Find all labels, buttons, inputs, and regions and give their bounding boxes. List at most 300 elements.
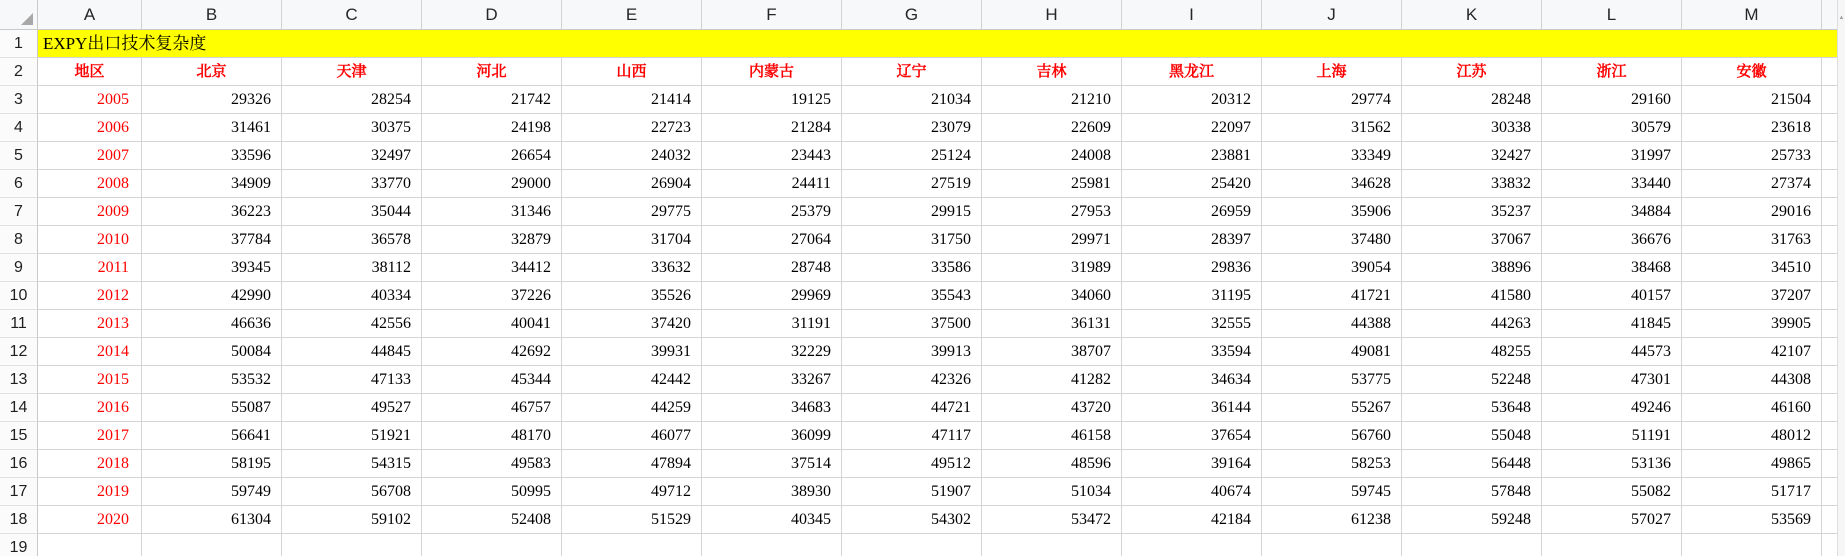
column-header-K[interactable]: K: [1402, 0, 1542, 29]
cell-D9[interactable]: 34412: [422, 254, 562, 282]
cell-C18[interactable]: 59102: [282, 506, 422, 534]
cell-F19[interactable]: [702, 534, 842, 556]
cell-J13[interactable]: 53775: [1262, 366, 1402, 394]
cell-F10[interactable]: 29969: [702, 282, 842, 310]
cell-C6[interactable]: 33770: [282, 170, 422, 198]
cell-L18[interactable]: 57027: [1542, 506, 1682, 534]
cell-G14[interactable]: 44721: [842, 394, 982, 422]
column-header-F[interactable]: F: [702, 0, 842, 29]
column-header-C[interactable]: C: [282, 0, 422, 29]
cell-K8[interactable]: 37067: [1402, 226, 1542, 254]
row-header-17[interactable]: 17: [0, 478, 38, 506]
cell-M6[interactable]: 27374: [1682, 170, 1822, 198]
cell-filler: [1822, 394, 1837, 422]
cell-D16[interactable]: 49583: [422, 450, 562, 478]
row-14: [0, 394, 1845, 422]
cell-A16[interactable]: 2018: [38, 450, 142, 478]
cell-I2[interactable]: 黑龙江: [1122, 58, 1262, 86]
cell-H16[interactable]: 48596: [982, 450, 1122, 478]
cell-B9[interactable]: 39345: [142, 254, 282, 282]
cell-L4[interactable]: 30579: [1542, 114, 1682, 142]
cell-B14[interactable]: 55087: [142, 394, 282, 422]
cell-B17[interactable]: 59749: [142, 478, 282, 506]
cell-K9[interactable]: 38896: [1402, 254, 1542, 282]
cell-H13[interactable]: 41282: [982, 366, 1122, 394]
cell-L12[interactable]: 44573: [1542, 338, 1682, 366]
cell-D17[interactable]: 50995: [422, 478, 562, 506]
row-header-15[interactable]: 15: [0, 422, 38, 450]
cell-I14[interactable]: 36144: [1122, 394, 1262, 422]
cell-K5[interactable]: 32427: [1402, 142, 1542, 170]
cell-C2[interactable]: 天津: [282, 58, 422, 86]
cell-K11[interactable]: 44263: [1402, 310, 1542, 338]
cell-M19[interactable]: [1682, 534, 1822, 556]
cell-D3[interactable]: 21742: [422, 86, 562, 114]
cell-A13[interactable]: 2015: [38, 366, 142, 394]
cell-M4[interactable]: 23618: [1682, 114, 1822, 142]
row-1: [0, 30, 1845, 58]
cell-M5[interactable]: 25733: [1682, 142, 1822, 170]
row-header-8[interactable]: 8: [0, 226, 38, 254]
cell-F4[interactable]: 21284: [702, 114, 842, 142]
cell-K6[interactable]: 33832: [1402, 170, 1542, 198]
scrollbar-up-arrow-icon: ▲: [1838, 15, 1845, 21]
cell-L10[interactable]: 40157: [1542, 282, 1682, 310]
cell-D4[interactable]: 24198: [422, 114, 562, 142]
cell-M10[interactable]: 37207: [1682, 282, 1822, 310]
cell-M13[interactable]: 44308: [1682, 366, 1822, 394]
cell-C9[interactable]: 38112: [282, 254, 422, 282]
row-header-6[interactable]: 6: [0, 170, 38, 198]
cell-A3[interactable]: 2005: [38, 86, 142, 114]
row-6: [0, 170, 1845, 198]
cell-M7[interactable]: 29016: [1682, 198, 1822, 226]
column-header-D[interactable]: D: [422, 0, 562, 29]
cell-E15[interactable]: 46077: [562, 422, 702, 450]
row-5: [0, 142, 1845, 170]
cell-L3[interactable]: 29160: [1542, 86, 1682, 114]
cell-H7[interactable]: 27953: [982, 198, 1122, 226]
cell-A10[interactable]: 2012: [38, 282, 142, 310]
cell-I10[interactable]: 31195: [1122, 282, 1262, 310]
column-header-B[interactable]: B: [142, 0, 282, 29]
cell-H6[interactable]: 25981: [982, 170, 1122, 198]
cell-L2[interactable]: 浙江: [1542, 58, 1682, 86]
cell-B5[interactable]: 33596: [142, 142, 282, 170]
cell-H9[interactable]: 31989: [982, 254, 1122, 282]
column-header-filler: [1822, 0, 1837, 29]
cell-B4[interactable]: 31461: [142, 114, 282, 142]
cell-I19[interactable]: [1122, 534, 1262, 556]
cell-H11[interactable]: 36131: [982, 310, 1122, 338]
cell-J12[interactable]: 49081: [1262, 338, 1402, 366]
cell-K15[interactable]: 55048: [1402, 422, 1542, 450]
cell-D13[interactable]: 45344: [422, 366, 562, 394]
cell-K10[interactable]: 41580: [1402, 282, 1542, 310]
cell-C16[interactable]: 54315: [282, 450, 422, 478]
cell-A12[interactable]: 2014: [38, 338, 142, 366]
row-11: [0, 310, 1845, 338]
cell-J5[interactable]: 33349: [1262, 142, 1402, 170]
cell-E10[interactable]: 35526: [562, 282, 702, 310]
cell-I9[interactable]: 29836: [1122, 254, 1262, 282]
row-13: [0, 366, 1845, 394]
cell-A9[interactable]: 2011: [38, 254, 142, 282]
cell-K2[interactable]: 江苏: [1402, 58, 1542, 86]
cell-J7[interactable]: 35906: [1262, 198, 1402, 226]
cell-B7[interactable]: 36223: [142, 198, 282, 226]
row-16: [0, 450, 1845, 478]
row-header-18[interactable]: 18: [0, 506, 38, 534]
cell-G19[interactable]: [842, 534, 982, 556]
row-18: [0, 506, 1845, 534]
cell-C8[interactable]: 36578: [282, 226, 422, 254]
row-header-10[interactable]: 10: [0, 282, 38, 310]
cell-H19[interactable]: [982, 534, 1122, 556]
cell-C17[interactable]: 56708: [282, 478, 422, 506]
cell-F7[interactable]: 25379: [702, 198, 842, 226]
cell-E18[interactable]: 51529: [562, 506, 702, 534]
cell-J9[interactable]: 39054: [1262, 254, 1402, 282]
cell-G4[interactable]: 23079: [842, 114, 982, 142]
cell-E17[interactable]: 49712: [562, 478, 702, 506]
cell-I8[interactable]: 28397: [1122, 226, 1262, 254]
column-header-row: [0, 0, 1845, 30]
cell-M3[interactable]: 21504: [1682, 86, 1822, 114]
cell-B19[interactable]: [142, 534, 282, 556]
column-header-G[interactable]: G: [842, 0, 982, 29]
row-header-12[interactable]: 12: [0, 338, 38, 366]
cell-J6[interactable]: 34628: [1262, 170, 1402, 198]
cell-L8[interactable]: 36676: [1542, 226, 1682, 254]
cell-L17[interactable]: 55082: [1542, 478, 1682, 506]
cell-G13[interactable]: 42326: [842, 366, 982, 394]
row-header-11[interactable]: 11: [0, 310, 38, 338]
cell-filler: [1822, 422, 1837, 450]
cell-F2[interactable]: 内蒙古: [702, 58, 842, 86]
cell-C19[interactable]: [282, 534, 422, 556]
cell-I3[interactable]: 20312: [1122, 86, 1262, 114]
cell-J3[interactable]: 29774: [1262, 86, 1402, 114]
cell-B6[interactable]: 34909: [142, 170, 282, 198]
column-header-L[interactable]: L: [1542, 0, 1682, 29]
cell-B13[interactable]: 53532: [142, 366, 282, 394]
cell-D14[interactable]: 46757: [422, 394, 562, 422]
cell-J4[interactable]: 31562: [1262, 114, 1402, 142]
select-all-button[interactable]: [0, 0, 38, 29]
cell-E7[interactable]: 29775: [562, 198, 702, 226]
cell-H18[interactable]: 53472: [982, 506, 1122, 534]
row-header-14[interactable]: 14: [0, 394, 38, 422]
cell-F5[interactable]: 23443: [702, 142, 842, 170]
cell-J16[interactable]: 58253: [1262, 450, 1402, 478]
cell-A4[interactable]: 2006: [38, 114, 142, 142]
cell-D5[interactable]: 26654: [422, 142, 562, 170]
cell-I13[interactable]: 34634: [1122, 366, 1262, 394]
cell-B12[interactable]: 50084: [142, 338, 282, 366]
cell-E19[interactable]: [562, 534, 702, 556]
cell-A6[interactable]: 2008: [38, 170, 142, 198]
cell-K12[interactable]: 48255: [1402, 338, 1542, 366]
cell-E13[interactable]: 42442: [562, 366, 702, 394]
cell-L6[interactable]: 33440: [1542, 170, 1682, 198]
cell-L14[interactable]: 49246: [1542, 394, 1682, 422]
cell-filler: [1822, 310, 1837, 338]
cell-A8[interactable]: 2010: [38, 226, 142, 254]
column-header-E[interactable]: E: [562, 0, 702, 29]
cell-G12[interactable]: 39913: [842, 338, 982, 366]
cell-G10[interactable]: 35543: [842, 282, 982, 310]
cell-F8[interactable]: 27064: [702, 226, 842, 254]
cell-filler: [1822, 506, 1837, 534]
cell-I15[interactable]: 37654: [1122, 422, 1262, 450]
cell-K18[interactable]: 59248: [1402, 506, 1542, 534]
cell-filler: [1822, 114, 1837, 142]
cell-E16[interactable]: 47894: [562, 450, 702, 478]
cell-G9[interactable]: 33586: [842, 254, 982, 282]
cell-J15[interactable]: 56760: [1262, 422, 1402, 450]
cell-E4[interactable]: 22723: [562, 114, 702, 142]
column-header-H[interactable]: H: [982, 0, 1122, 29]
row-3: [0, 86, 1845, 114]
cell-D7[interactable]: 31346: [422, 198, 562, 226]
cell-G18[interactable]: 54302: [842, 506, 982, 534]
cell-G15[interactable]: 47117: [842, 422, 982, 450]
cell-filler: [1822, 198, 1837, 226]
cell-D2[interactable]: 河北: [422, 58, 562, 86]
cell-D6[interactable]: 29000: [422, 170, 562, 198]
grid-body: [0, 30, 1845, 556]
cell-H12[interactable]: 38707: [982, 338, 1122, 366]
cell-L16[interactable]: 53136: [1542, 450, 1682, 478]
cell-I16[interactable]: 39164: [1122, 450, 1262, 478]
vertical-scrollbar[interactable]: [1837, 0, 1845, 556]
cell-I17[interactable]: 40674: [1122, 478, 1262, 506]
cell-D12[interactable]: 42692: [422, 338, 562, 366]
cell-G8[interactable]: 31750: [842, 226, 982, 254]
cell-I5[interactable]: 23881: [1122, 142, 1262, 170]
cell-L9[interactable]: 38468: [1542, 254, 1682, 282]
cell-D11[interactable]: 40041: [422, 310, 562, 338]
cell-E2[interactable]: 山西: [562, 58, 702, 86]
cell-E8[interactable]: 31704: [562, 226, 702, 254]
cell-A11[interactable]: 2013: [38, 310, 142, 338]
cell-A15[interactable]: 2017: [38, 422, 142, 450]
cell-filler: [1822, 170, 1837, 198]
row-header-13[interactable]: 13: [0, 366, 38, 394]
cell-E5[interactable]: 24032: [562, 142, 702, 170]
cell-C3[interactable]: 28254: [282, 86, 422, 114]
cell-E14[interactable]: 44259: [562, 394, 702, 422]
cell-D19[interactable]: [422, 534, 562, 556]
cell-I12[interactable]: 33594: [1122, 338, 1262, 366]
cell-C10[interactable]: 40334: [282, 282, 422, 310]
row-8: [0, 226, 1845, 254]
cell-A18[interactable]: 2020: [38, 506, 142, 534]
cell-filler: [1822, 338, 1837, 366]
cell-L7[interactable]: 34884: [1542, 198, 1682, 226]
cell-K17[interactable]: 57848: [1402, 478, 1542, 506]
cell-A17[interactable]: 2019: [38, 478, 142, 506]
cell-H10[interactable]: 34060: [982, 282, 1122, 310]
cell-F9[interactable]: 28748: [702, 254, 842, 282]
cell-A5[interactable]: 2007: [38, 142, 142, 170]
cell-I7[interactable]: 26959: [1122, 198, 1262, 226]
cell-filler: [1822, 226, 1837, 254]
cell-B10[interactable]: 42990: [142, 282, 282, 310]
cell-J10[interactable]: 41721: [1262, 282, 1402, 310]
cell-H2[interactable]: 吉林: [982, 58, 1122, 86]
cell-B16[interactable]: 58195: [142, 450, 282, 478]
cell-F15[interactable]: 36099: [702, 422, 842, 450]
cell-B15[interactable]: 56641: [142, 422, 282, 450]
cell-L19[interactable]: [1542, 534, 1682, 556]
row-header-7[interactable]: 7: [0, 198, 38, 226]
cell-H5[interactable]: 24008: [982, 142, 1122, 170]
cell-E11[interactable]: 37420: [562, 310, 702, 338]
cell-G2[interactable]: 辽宁: [842, 58, 982, 86]
cell-M8[interactable]: 31763: [1682, 226, 1822, 254]
cell-F12[interactable]: 32229: [702, 338, 842, 366]
cell-L5[interactable]: 31997: [1542, 142, 1682, 170]
row-header-5[interactable]: 5: [0, 142, 38, 170]
cell-K3[interactable]: 28248: [1402, 86, 1542, 114]
cell-M17[interactable]: 51717: [1682, 478, 1822, 506]
row-header-3[interactable]: 3: [0, 86, 38, 114]
row-header-19[interactable]: 19: [0, 534, 38, 556]
cell-C12[interactable]: 44845: [282, 338, 422, 366]
cell-M9[interactable]: 34510: [1682, 254, 1822, 282]
cell-H15[interactable]: 46158: [982, 422, 1122, 450]
cell-filler: [1822, 478, 1837, 506]
cell-F13[interactable]: 33267: [702, 366, 842, 394]
cell-B8[interactable]: 37784: [142, 226, 282, 254]
cell-filler: [1822, 86, 1837, 114]
cell-J18[interactable]: 61238: [1262, 506, 1402, 534]
cell-I6[interactable]: 25420: [1122, 170, 1262, 198]
cell-F6[interactable]: 24411: [702, 170, 842, 198]
cell-C5[interactable]: 32497: [282, 142, 422, 170]
row-header-2[interactable]: 2: [0, 58, 38, 86]
cell-B11[interactable]: 46636: [142, 310, 282, 338]
cell-L13[interactable]: 47301: [1542, 366, 1682, 394]
cell-H17[interactable]: 51034: [982, 478, 1122, 506]
cell-F3[interactable]: 19125: [702, 86, 842, 114]
cell-H4[interactable]: 22609: [982, 114, 1122, 142]
cell-C11[interactable]: 42556: [282, 310, 422, 338]
cell-J14[interactable]: 55267: [1262, 394, 1402, 422]
row-header-4[interactable]: 4: [0, 114, 38, 142]
cell-E9[interactable]: 33632: [562, 254, 702, 282]
row-4: [0, 114, 1845, 142]
row-header-9[interactable]: 9: [0, 254, 38, 282]
cell-G16[interactable]: 49512: [842, 450, 982, 478]
row-2: [0, 58, 1845, 86]
cell-K16[interactable]: 56448: [1402, 450, 1542, 478]
row-header-1[interactable]: 1: [0, 30, 38, 58]
cell-M18[interactable]: 53569: [1682, 506, 1822, 534]
cell-K14[interactable]: 53648: [1402, 394, 1542, 422]
cell-H3[interactable]: 21210: [982, 86, 1122, 114]
row-9: [0, 254, 1845, 282]
cell-F17[interactable]: 38930: [702, 478, 842, 506]
row-7: [0, 198, 1845, 226]
cell-G11[interactable]: 37500: [842, 310, 982, 338]
cell-J8[interactable]: 37480: [1262, 226, 1402, 254]
cell-B2[interactable]: 北京: [142, 58, 282, 86]
cell-H14[interactable]: 43720: [982, 394, 1122, 422]
cell-H8[interactable]: 29971: [982, 226, 1122, 254]
cell-K19[interactable]: [1402, 534, 1542, 556]
cell-F18[interactable]: 40345: [702, 506, 842, 534]
cell-K7[interactable]: 35237: [1402, 198, 1542, 226]
cell-D8[interactable]: 32879: [422, 226, 562, 254]
cell-I11[interactable]: 32555: [1122, 310, 1262, 338]
cell-E3[interactable]: 21414: [562, 86, 702, 114]
cell-G3[interactable]: 21034: [842, 86, 982, 114]
select-all-triangle-icon: [21, 13, 33, 25]
cell-L11[interactable]: 41845: [1542, 310, 1682, 338]
cell-M12[interactable]: 42107: [1682, 338, 1822, 366]
cell-G17[interactable]: 51907: [842, 478, 982, 506]
cell-I18[interactable]: 42184: [1122, 506, 1262, 534]
cell-A2[interactable]: 地区: [38, 58, 142, 86]
cell-D18[interactable]: 52408: [422, 506, 562, 534]
cell-M2[interactable]: 安徽: [1682, 58, 1822, 86]
cell-G7[interactable]: 29915: [842, 198, 982, 226]
cell-D15[interactable]: 48170: [422, 422, 562, 450]
cell-F16[interactable]: 37514: [702, 450, 842, 478]
cell-M11[interactable]: 39905: [1682, 310, 1822, 338]
cell-M16[interactable]: 49865: [1682, 450, 1822, 478]
cell-G5[interactable]: 25124: [842, 142, 982, 170]
cell-A14[interactable]: 2016: [38, 394, 142, 422]
cell-B18[interactable]: 61304: [142, 506, 282, 534]
cell-C14[interactable]: 49527: [282, 394, 422, 422]
column-header-J[interactable]: J: [1262, 0, 1402, 29]
cell-E6[interactable]: 26904: [562, 170, 702, 198]
cell-J11[interactable]: 44388: [1262, 310, 1402, 338]
cell-M14[interactable]: 46160: [1682, 394, 1822, 422]
cell-A1-title[interactable]: EXPY出口技术复杂度: [38, 30, 1837, 58]
cell-C7[interactable]: 35044: [282, 198, 422, 226]
cell-D10[interactable]: 37226: [422, 282, 562, 310]
cell-K4[interactable]: 30338: [1402, 114, 1542, 142]
cell-F11[interactable]: 31191: [702, 310, 842, 338]
column-header-I[interactable]: I: [1122, 0, 1262, 29]
cell-L15[interactable]: 51191: [1542, 422, 1682, 450]
row-header-16[interactable]: 16: [0, 450, 38, 478]
cell-G6[interactable]: 27519: [842, 170, 982, 198]
column-header-A[interactable]: A: [38, 0, 142, 29]
cell-I4[interactable]: 22097: [1122, 114, 1262, 142]
column-header-M[interactable]: M: [1682, 0, 1822, 29]
cell-C4[interactable]: 30375: [282, 114, 422, 142]
cell-F14[interactable]: 34683: [702, 394, 842, 422]
cell-K13[interactable]: 52248: [1402, 366, 1542, 394]
row-10: [0, 282, 1845, 310]
cell-M15[interactable]: 48012: [1682, 422, 1822, 450]
cell-C15[interactable]: 51921: [282, 422, 422, 450]
cell-J19[interactable]: [1262, 534, 1402, 556]
cell-J2[interactable]: 上海: [1262, 58, 1402, 86]
cell-A7[interactable]: 2009: [38, 198, 142, 226]
cell-A19[interactable]: [38, 534, 142, 556]
cell-J17[interactable]: 59745: [1262, 478, 1402, 506]
cell-C13[interactable]: 47133: [282, 366, 422, 394]
cell-B3[interactable]: 29326: [142, 86, 282, 114]
cell-E12[interactable]: 39931: [562, 338, 702, 366]
